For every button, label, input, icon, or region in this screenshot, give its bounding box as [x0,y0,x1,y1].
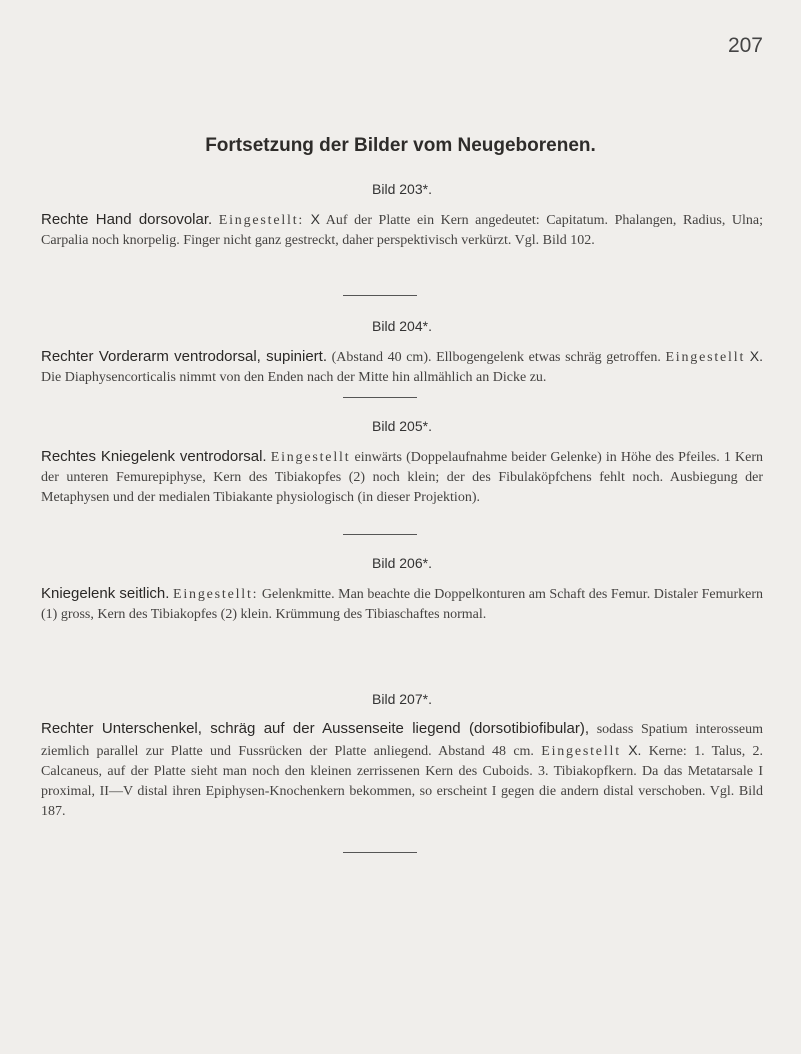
description-text: Gelenkmitte. Man beachte die Doppelkonturen am Schaft des Femur. Distaler Femurkern (1) gross, Kern des Tibiakopfes (2) klein. Krümmung des Tibiaschaftes normal. [41,587,764,622]
figure-description [41,719,763,822]
page-title: Fortsetzung der Bilder vom Neugeborenen. [205,135,596,156]
eingestellt-label: Eingestellt: [173,587,259,602]
figure-caption-207 [41,691,763,822]
figure-caption-206 [41,555,763,625]
figure-heading: Bild 204*. [372,318,432,334]
description-text: Die Diaphysencorticalis nimmt von den Enden nach der Mitte hin allmählich an Dicke zu. [41,370,547,385]
figure-heading: Bild 205*. [372,418,432,434]
description-lead: Kniegelenk seitlich. [41,585,170,602]
description-lead: Rechter Vorderarm ventrodorsal, supiniert. [41,348,328,365]
description-lead: Rechtes Kniegelenk ventrodorsal. [41,448,267,465]
eingestellt-label: Eingestellt [270,450,351,465]
figure-heading: Bild 207*. [372,691,432,707]
description-text: einwärts (Doppelaufnahme beider Gelenke) in Höhe des Pfeiles. 1 Kern der unteren Femurepiphyse, Kern des Tibiakopfes (2) noch klein; der des Fibulaköpfchens fehlt noch. Ausbiegung der Metaphysen und der medialen Tibiakante physiologisch (in dieser Projektion). [41,450,764,505]
eingestellt-label: Eingestellt [541,744,621,759]
description-text: sodass Spatium interosseum ziemlich parallel zur Platte und Fussrücken der Platte anliegend. Abstand 48 cm. [41,722,763,759]
figure-caption-204 [41,318,763,388]
figure-description [41,583,763,625]
figure-heading: Bild 203*. [372,181,432,197]
section-divider [343,397,417,398]
description-text: Auf der Platte ein Kern angedeutet: Capitatum. Phalangen, Radius, Ulna; Carpalia noch knorpelig. Finger nicht ganz gestreckt, daher perspektivisch verkürzt. Vgl. Bild 102. [41,213,763,248]
eingestellt-label: Eingestellt [665,350,746,365]
figure-caption-205 [41,418,763,508]
figure-description [41,209,763,251]
cross-mark: X. [628,742,642,758]
description-lead: Rechte Hand dorsovolar. [41,211,213,228]
page-number: 207 [727,34,763,57]
cross-mark: X [310,211,321,227]
figure-description [41,346,763,388]
description-lead: Rechter Unterschenkel, schräg auf der Aussenseite liegend (dorsotibiofibular), [41,720,590,737]
figure-description [41,446,763,508]
eingestellt-label: Eingestellt: [218,213,305,228]
figure-heading: Bild 206*. [372,555,432,571]
description-text: Kerne: 1. Talus, 2. Calcaneus, auf der Platte sieht man noch den kleinen zerrissenen Kern des Cuboids. 3. Tibiakopfkern. Da das Metatarsale I proximal, II—V distal ihren Epiphysen-Knochenkern bekommen, so erscheint I gegen die andern distal verschoben. Vgl. Bild 187. [41,744,763,819]
section-divider [343,852,417,853]
cross-mark: X. [749,348,764,364]
description-text: (Abstand 40 cm). Ellbogengelenk etwas schräg getroffen. [327,350,666,365]
section-divider [343,295,417,296]
figure-caption-203 [41,181,763,251]
section-divider [343,534,417,535]
